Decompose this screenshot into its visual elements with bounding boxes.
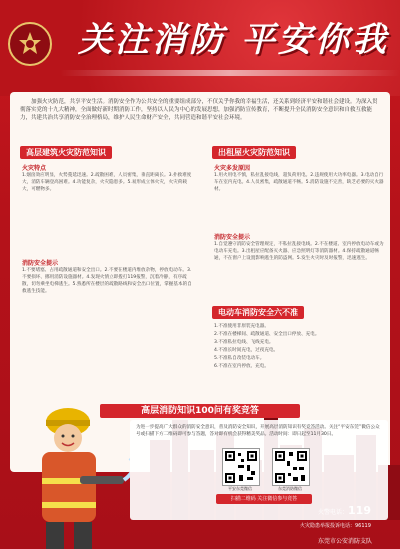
qr-code-pingan[interactable] [222,448,260,486]
hotline-number: 119 [348,504,371,517]
ebike-rule-6: 6.不准在室内停放、充电。 [214,364,269,369]
firefighter-illustration [20,398,130,549]
rental-hazards-text: 1.用火用电不慎，私拉乱接电线，超负荷用电。2.违规使用大功率电器。3.电动自行车在室内充电。4.人员密集，疏散通道不畅。5.消防设施不完善，缺乏必要的灭火器材。 [214,173,384,192]
sponsor: 东莞市公安消防支队 [318,538,373,545]
high-rise-section-title: 高层建筑火灾防范知识 [20,146,112,159]
fire-hotline [318,504,371,517]
ebike-rule-4: 4.不准长时间充电，过夜充电。 [214,348,279,353]
ebike-section-title: 电动车消防安全六不准 [212,306,304,319]
ebike-rule-3: 3.不准私拉电线、飞线充电。 [214,340,274,345]
rental-section-title: 出租屋火灾防范知识 [212,146,296,159]
rental-safety-text: 1.自觉遵守消防安全管理规定，不私拉乱接电线。2.不在楼道、室内停放电动车或为电动车充电。3.出租屋应配备灭火器、应急照明灯等消防器材。4.保持疏散通道畅通，不在窗户上设置影响逃生的防盗网。5.发生火灾时及时报警，迅速逃生。 [214,242,384,261]
wechat-scan-bar: 扫描二维码 关注微信参与竞答 [216,494,312,504]
contest-text: 为进一步提高广大群众的消防安全意识，普及消防安全知识，开展高层消防知识有奖竞答活动。关注“平安东莞”微信公众号或扫描下方二维码即可参与答题，答对即有机会获得精美奖品。活动时间：即日起至11月30日。 [136,425,380,437]
decorative-swoosh [60,70,400,76]
contest-title: 高层消防知识100问有奖竞答 [100,404,300,418]
intro-paragraph: 加强火灾防范，共享平安生活。消防安全作为公共安全的重要组成部分，不仅关乎你我的幸福生活，还关系到经济平安和谐社会建设。为深入贯彻落实党的十九大精神，全面做好新时期消防工作，坚持以人民为中心的发展思想，加强消防宣传教育，不断提升全民消防安全意识和自救互救能力，共建共治共享消防安全治理格局，维护人民生命财产安全，共同营造和谐平安社会环境。 [20,99,378,121]
ebike-rule-2: 2.不准在楼梯间、疏散通道、安全出口停放、充电。 [214,332,320,337]
ebike-rule-5: 5.不准私自改装电动车。 [214,356,265,361]
page-title: 关注消防 平安你我 [78,20,389,60]
hotline-label: 火警电话： [318,509,349,516]
high-rise-tips-text: 1.不要堵塞、占用疏散通道和安全出口。2.不要在楼道内堆放杂物，停放电动车。3.不要损坏、挪用消防设施器材。4.发现火情立即拨打119报警，沉着冷静，有序疏散，切勿乘坐电梯逃生。5.熟悉所在楼层的疏散路线和安全出口位置，掌握基本的自救逃生技能。 [22,268,192,294]
qr-label-pingan: 平安东莞微信 [228,486,252,491]
high-rise-tips-heading: 消防安全提示 [22,260,59,267]
rental-safety-heading: 消防安全提示 [214,234,251,241]
report-hotline: 火灾隐患举报投诉电话：96119 [300,523,371,529]
high-rise-features-text: 1.烟囱效应明显，火势蔓延迅速。2.疏散困难，人员密集，垂直距离长。3.扑救难度大，消防车辆登高困难。4.功能复杂，火灾隐患多。5.易形成立体火灾，火灾荷载大，可燃物多。 [22,173,192,192]
fire-emblem-logo [8,22,52,66]
ebike-rule-1: 1.不准使用非原装充电器。 [214,324,269,329]
qr-code-fire[interactable] [272,448,310,486]
qr-label-fire: 东莞消防微信 [278,486,302,491]
high-rise-features-heading: 火灾特点 [22,165,47,172]
header [0,0,400,96]
rental-hazards-heading: 火灾多发原因 [214,165,251,172]
